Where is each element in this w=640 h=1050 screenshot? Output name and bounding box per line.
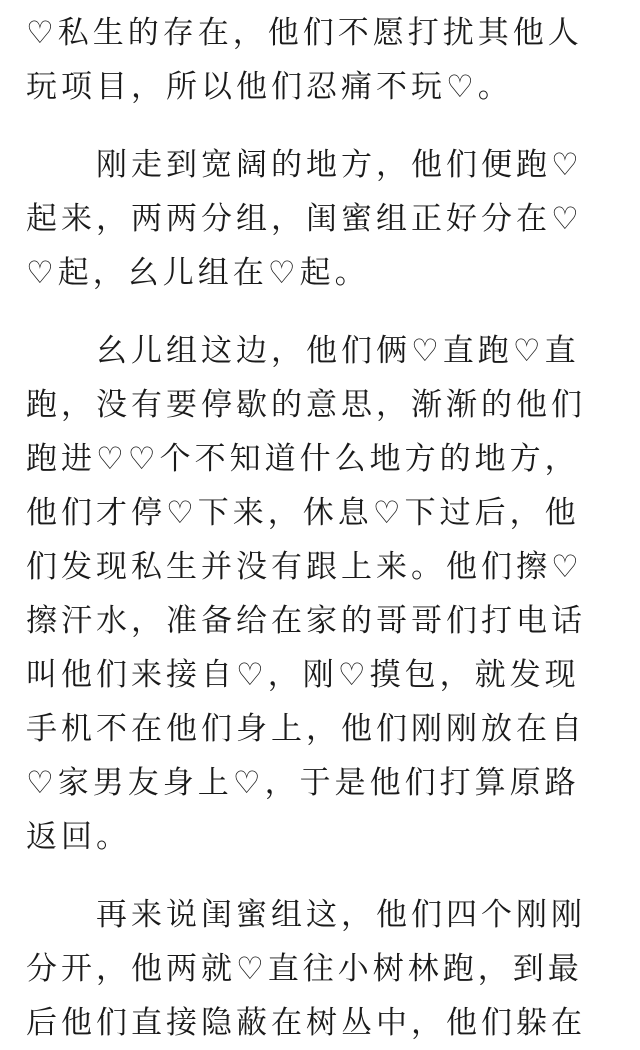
text-line: 手机不在他们身上，他们刚刚放在自 (26, 711, 586, 747)
text-line: 们发现私生并没有跟上来。他们擦♡ (26, 549, 583, 585)
text-line: 刚走到宽阔的地方，他们便跑♡ (26, 147, 583, 183)
text-line: 他们才停♡下来，休息♡下过后，他 (26, 495, 580, 531)
text-line: ♡家男友身上♡，于是他们打算原路 (26, 765, 580, 801)
text-line: 返回。 (26, 819, 131, 855)
paragraph (26, 324, 616, 864)
text-line: 再来说闺蜜组这，他们四个刚刚 (26, 897, 586, 933)
text-line: 跑，没有要停歇的意思，渐渐的他们 (26, 387, 586, 423)
text-line: 后他们直接隐蔽在树丛中，他们躲在 (26, 1005, 586, 1041)
text-line: 擦汗水，准备给在家的哥哥们打电话 (26, 603, 586, 639)
text-line: 玩项目，所以他们忍痛不玩♡。 (26, 69, 513, 105)
text-line: 起来，两两分组，闺蜜组正好分在♡ (26, 201, 583, 237)
text-line: ♡私生的存在，他们不愿打扰其他人 (26, 15, 583, 51)
paragraph (26, 6, 616, 114)
text-line: 幺儿组这边，他们俩♡直跑♡直 (26, 333, 580, 369)
text-line: 叫他们来接自♡，刚♡摸包，就发现 (26, 657, 580, 693)
text-line: 分开，他两就♡直往小树林跑，到最 (26, 951, 583, 987)
paragraph (26, 888, 616, 1050)
paragraph (26, 138, 616, 300)
text-line: 跑进♡♡个不知道什么地方的地方， (26, 441, 580, 477)
text-line: ♡起，幺儿组在♡起。 (26, 255, 370, 291)
